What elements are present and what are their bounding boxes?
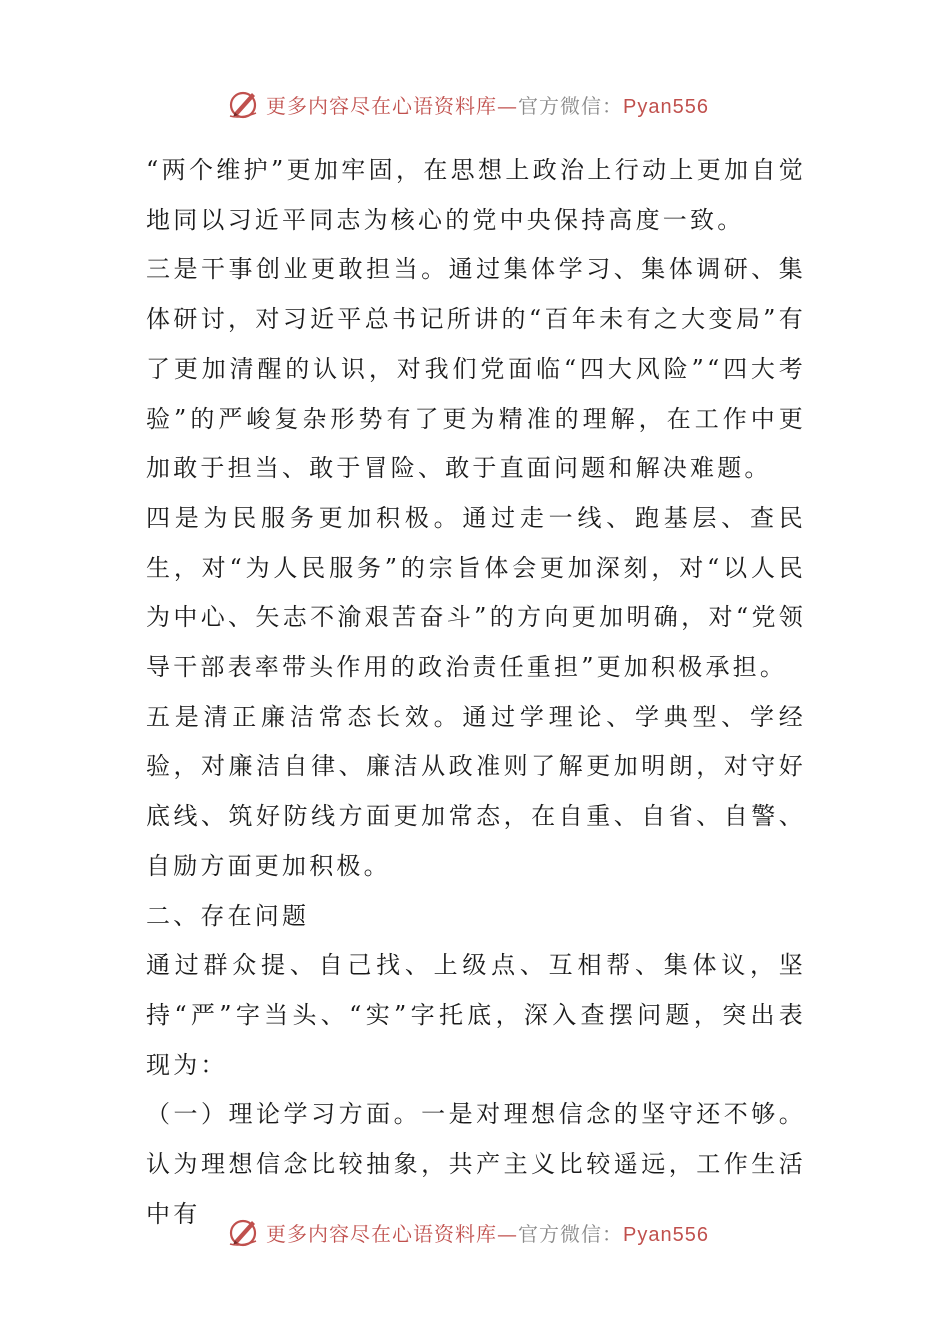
paragraph: 三是干事创业更敢担当。通过集体学习、集体调研、集体研讨，对习近平总书记所讲的“百年未有之大变局”有了更加清醒的认识，对我们党面临“四大风险”“四大考验”的严峻复杂形势有了更为精准的理解，在工作中更加敢于担当、敢于冒险、敢于直面问题和解决难题。 <box>146 255 806 483</box>
paragraph: （一）理论学习方面。一是对理想信念的坚守还不够。认为理想信念比较抽象，共产主义比较遥远，工作生活中有 <box>146 1100 806 1228</box>
header-watermark <box>226 84 746 124</box>
watermark-main: 更多内容尽在心语资料库 <box>266 1221 497 1246</box>
watermark-text <box>266 90 709 119</box>
watermark-wechat: Pyan556 <box>623 95 709 118</box>
document-body <box>146 146 806 1239</box>
paragraph: 通过群众提、自己找、上级点、互相帮、集体议，坚持“严”字当头、“实”字托底，深入查摆问题，突出表现为： <box>146 951 806 1079</box>
pen-logo-icon <box>226 86 262 122</box>
watermark-main: 更多内容尽在心语资料库 <box>266 93 497 118</box>
watermark-dash: — <box>497 1221 518 1246</box>
watermark-wechat: Pyan556 <box>623 1223 709 1246</box>
watermark-text <box>266 1218 709 1247</box>
paragraph: “两个维护”更加牢固，在思想上政治上行动上更加自觉地同以习近平同志为核心的党中央保持高度一致。 <box>146 156 806 234</box>
watermark-official: 官方微信： <box>518 1221 623 1246</box>
section-heading: 二、存在问题 <box>146 901 310 930</box>
paragraph: 四是为民服务更加积极。通过走一线、跑基层、查民生，对“为人民服务”的宗旨体会更加深刻，对“以人民为中心、矢志不渝艰苦奋斗”的方向更加明确，对“党领导干部表率带头作用的政治责任重担”更加积极承担。 <box>146 503 806 682</box>
watermark-official: 官方微信： <box>518 93 623 118</box>
pen-logo-icon <box>226 1214 262 1250</box>
footer-watermark <box>226 1212 746 1252</box>
paragraph: 五是清正廉洁常态长效。通过学理论、学典型、学经验，对廉洁自律、廉洁从政准则了解更加明朗，对守好底线、筑好防线方面更加常态，在自重、自省、自警、自励方面更加积极。 <box>146 702 806 880</box>
watermark-dash: — <box>497 93 518 118</box>
